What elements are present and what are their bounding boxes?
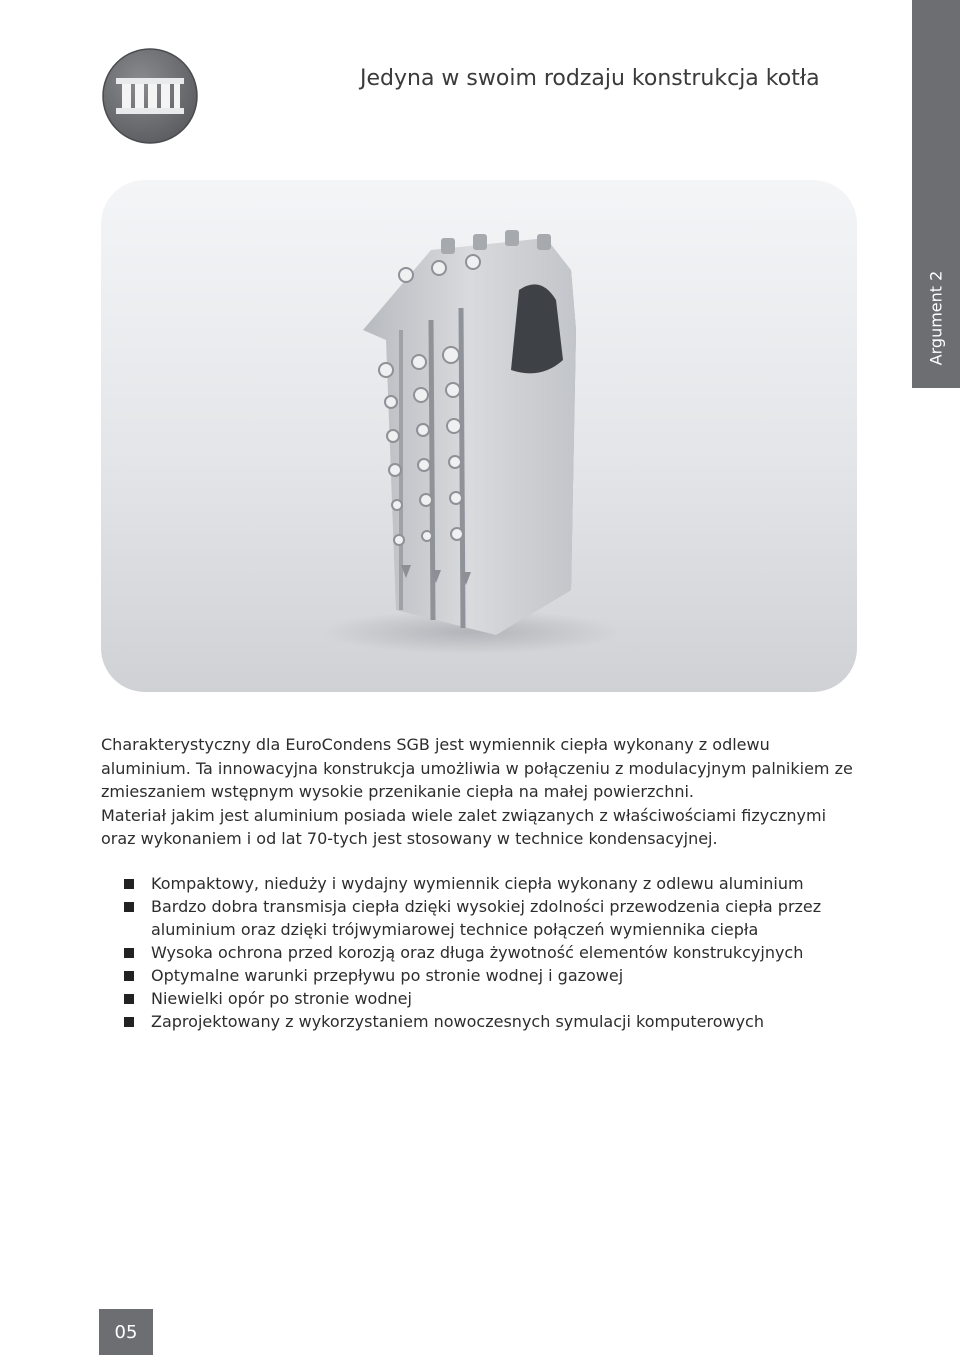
list-item: Kompaktowy, nieduży i wydajny wymiennik ciepła wykonany z odlewu aluminium [124,872,864,895]
list-item: Bardzo dobra transmisja ciepła dzięki wysokiej zdolności przewodzenia ciepła przez aluminium oraz dzięki trójwymiarowej technice połączeń wymiennika ciepła [124,895,864,941]
page-title: Jedyna w swoim rodzaju konstrukcja kotła [360,66,820,91]
square-bullet-icon [124,971,134,981]
square-bullet-icon [124,994,134,1004]
square-bullet-icon [124,948,134,958]
side-tab-label: Argument 2 [926,270,946,366]
list-item: Niewielki opór po stronie wodnej [124,987,864,1010]
heat-exchanger-logo-icon [102,48,198,144]
list-item: Zaprojektowany z wykorzystaniem nowoczesnych symulacji komputerowych [124,1010,864,1033]
page-number: 05 [99,1309,153,1355]
intro-paragraph-2: Materiał jakim jest aluminium posiada wiele zalet związanych z właściwościami fizycznymi oraz wykonaniem i od lat 70-tych jest stosowany w technice kondensacyjnej. [101,805,827,848]
square-bullet-icon [124,902,134,912]
square-bullet-icon [124,1017,134,1027]
aluminium-heat-exchanger-photo [101,180,857,692]
square-bullet-icon [124,879,134,889]
list-item: Wysoka ochrona przed korozją oraz długa żywotność elementów konstrukcyjnych [124,941,864,964]
feature-list [124,872,864,1033]
intro-paragraph-1: Charakterystyczny dla EuroCondens SGB jest wymiennik ciepła wykonany z odlewu aluminium. Ta innowacyjna konstrukcja umożliwia w połączeniu z modulacyjnym palnikiem ze zmieszaniem wstępnym wysokie przenikanie ciepła na małej powierzchni. [101,735,853,801]
intro-text [101,733,861,851]
list-item: Optymalne warunki przepływu po stronie wodnej i gazowej [124,964,864,987]
